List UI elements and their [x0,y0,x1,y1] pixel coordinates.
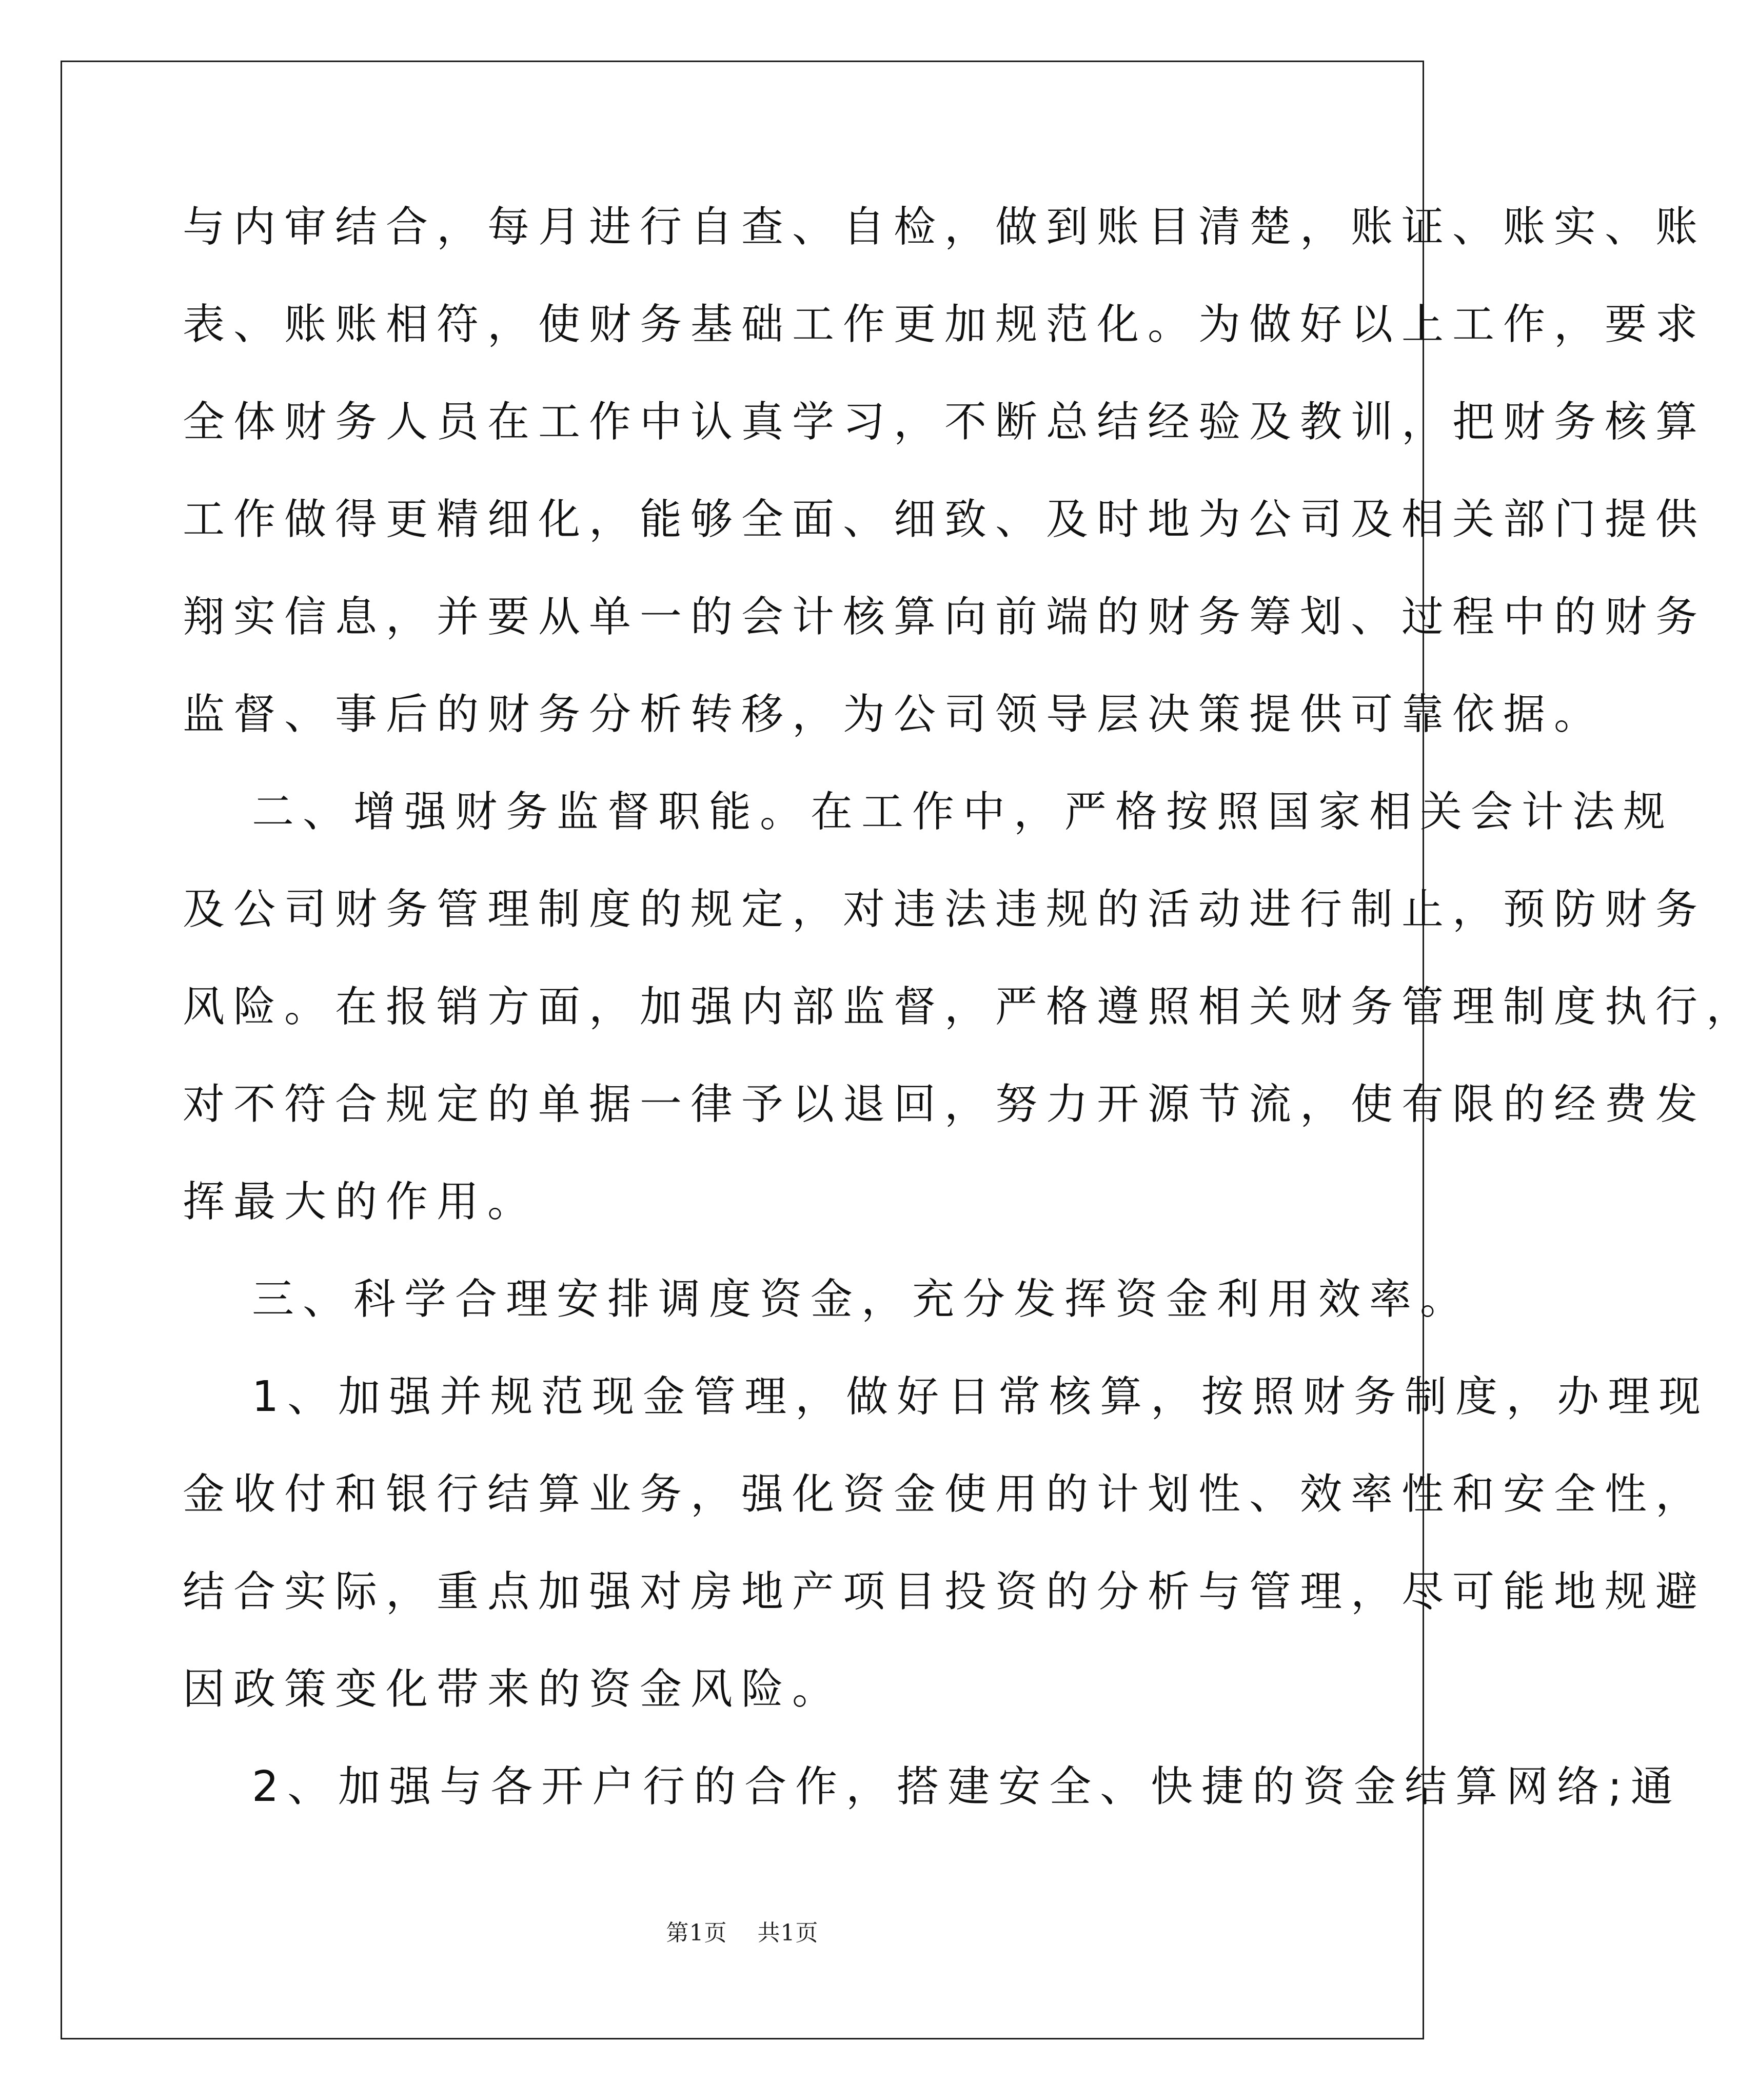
text-line: 工作做得更精细化，能够全面、细致、及时地为公司及相关部门提供 [183,495,1707,544]
text-line: 挥最大的作用。 [183,1177,539,1226]
paragraph-start-line: 2、加强与各开户行的合作，搭建安全、快捷的资金结算网络;通 [252,1762,1682,1811]
text-line: 对不符合规定的单据一律予以退回，努力开源节流，使有限的经费发 [183,1080,1707,1129]
text-line: 结合实际，重点加强对房地产项目投资的分析与管理，尽可能地规避 [183,1567,1707,1616]
section-heading-line: 三、科学合理安排调度资金，充分发挥资金利用效率。 [252,1275,1471,1324]
document-body [183,179,1757,1836]
text-line: 及公司财务管理制度的规定，对违法违规的活动进行制止，预防财务 [183,885,1707,934]
paragraph-start-line: 1、加强并规范现金管理，做好日常核算，按照财务制度，办理现 [252,1372,1710,1421]
text-line: 风险。在报销方面，加强内部监督，严格遵照相关财务管理制度执行， [183,983,1757,1031]
text-line: 表、账账相符，使财务基础工作更加规范化。为做好以上工作，要求 [183,300,1707,349]
text-line: 因政策变化带来的资金风险。 [183,1665,843,1714]
page-footer [0,1918,1485,1949]
paragraph-start-line: 二、增强财务监督职能。在工作中，严格按照国家相关会计法规 [252,788,1674,836]
text-line: 翔实信息，并要从单一的会计核算向前端的财务筹划、过程中的财务 [183,593,1707,641]
text-line: 与内审结合，每月进行自查、自检，做到账目清楚，账证、账实、账 [183,203,1707,251]
page-current-label: 第1页 [666,1920,727,1946]
text-line: 金收付和银行结算业务，强化资金使用的计划性、效率性和安全性， [183,1470,1707,1519]
text-line: 监督、事后的财务分析转移，为公司领导层决策提供可靠依据。 [183,690,1605,739]
text-line: 全体财务人员在工作中认真学习，不断总结经验及教训，把财务核算 [183,398,1707,446]
page-total-label: 共1页 [757,1920,819,1946]
